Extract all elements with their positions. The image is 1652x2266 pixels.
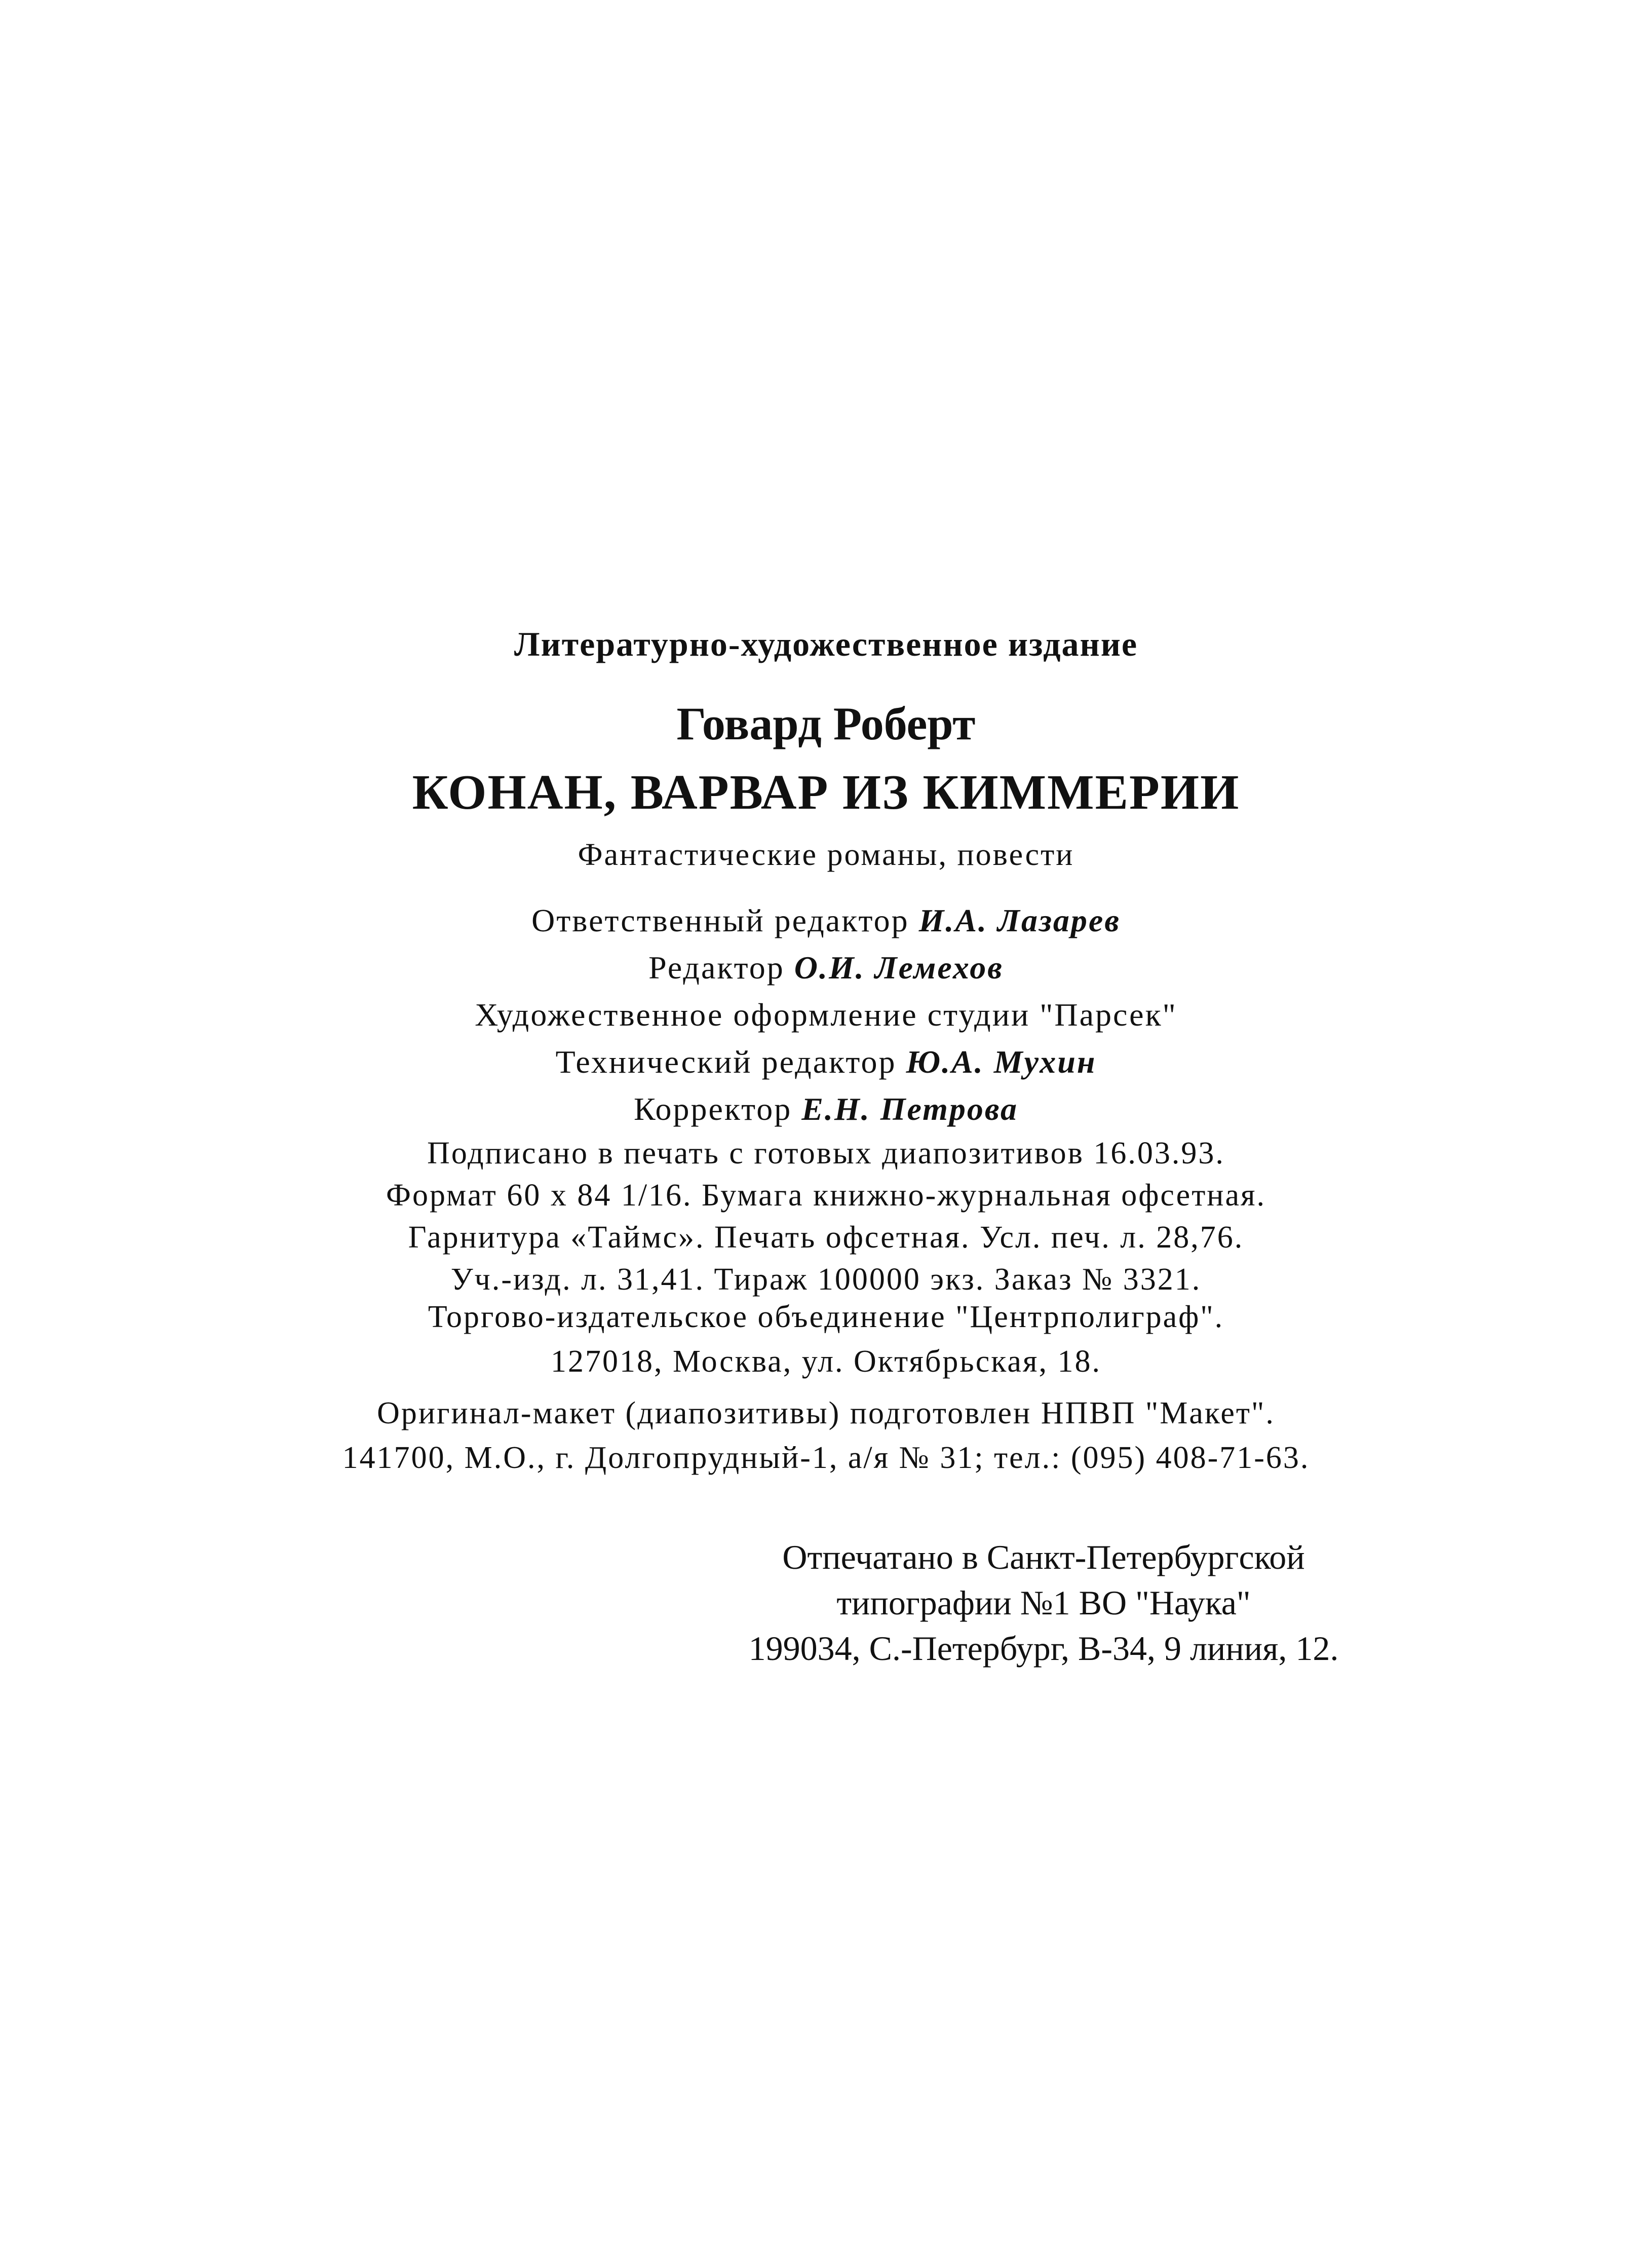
credit-line [0,991,1652,1038]
layout-maker-info [0,1391,1652,1480]
publisher-info [0,1295,1652,1384]
edition-type-text: Литературно-художественное издание [514,625,1138,663]
credits-list [0,897,1652,1132]
book-title [0,764,1652,821]
print-info-line: Формат 60 x 84 1/16. Бумага книжно-журнальная офсетная. [386,1178,1266,1213]
printer-info [689,1534,1398,1671]
credit-line [0,1085,1652,1132]
credit-line [0,1038,1652,1085]
printer-line: Отпечатано в Санкт-Петербургской [782,1538,1305,1576]
credit-role: Художественное оформление студии "Парсек" [475,997,1177,1033]
layout-maker-line: 141700, М.О., г. Долгопрудный-1, а/я № 31; тел.: (095) 408-71-63. [342,1441,1310,1475]
book-subtitle [0,837,1652,873]
credit-role: Корректор [633,1091,792,1127]
credit-role: Ответственный редактор [531,902,909,938]
author-text: Говард Роберт [676,698,976,749]
credit-line [0,944,1652,991]
print-info-line: Подписано в печать с готовых диапозитивов 16.03.93. [427,1136,1225,1170]
book-title-text: КОНАН, ВАРВАР ИЗ КИММЕРИИ [412,765,1240,820]
credit-role: Редактор [648,950,785,986]
printer-line: 199034, С.-Петербург, В-34, 9 линия, 12. [748,1629,1339,1668]
credit-name: И.А. Лазарев [918,902,1121,938]
author-name [0,697,1652,750]
print-info [0,1132,1652,1301]
printer-line: типографии №1 ВО "Наука" [836,1583,1251,1622]
credit-line [0,897,1652,944]
print-info-line: Уч.-изд. л. 31,41. Тираж 100000 экз. Заказ № 3321. [450,1262,1202,1297]
edition-type [0,624,1652,664]
credit-role: Технический редактор [555,1044,897,1080]
credit-name: Ю.А. Мухин [906,1044,1097,1080]
publisher-line: Торгово-издательское объединение "Центрполиграф". [428,1300,1224,1334]
publisher-line: 127018, Москва, ул. Октябрьская, 18. [551,1344,1101,1379]
layout-maker-line: Оригинал-макет (диапозитивы) подготовлен НПВП "Макет". [377,1396,1275,1430]
book-subtitle-text: Фантастические романы, повести [578,838,1074,872]
credit-name: Е.Н. Петрова [801,1091,1019,1127]
credit-name: О.И. Лемехов [794,950,1004,986]
print-info-line: Гарнитура «Таймс». Печать офсетная. Усл. печ. л. 28,76. [408,1220,1244,1255]
